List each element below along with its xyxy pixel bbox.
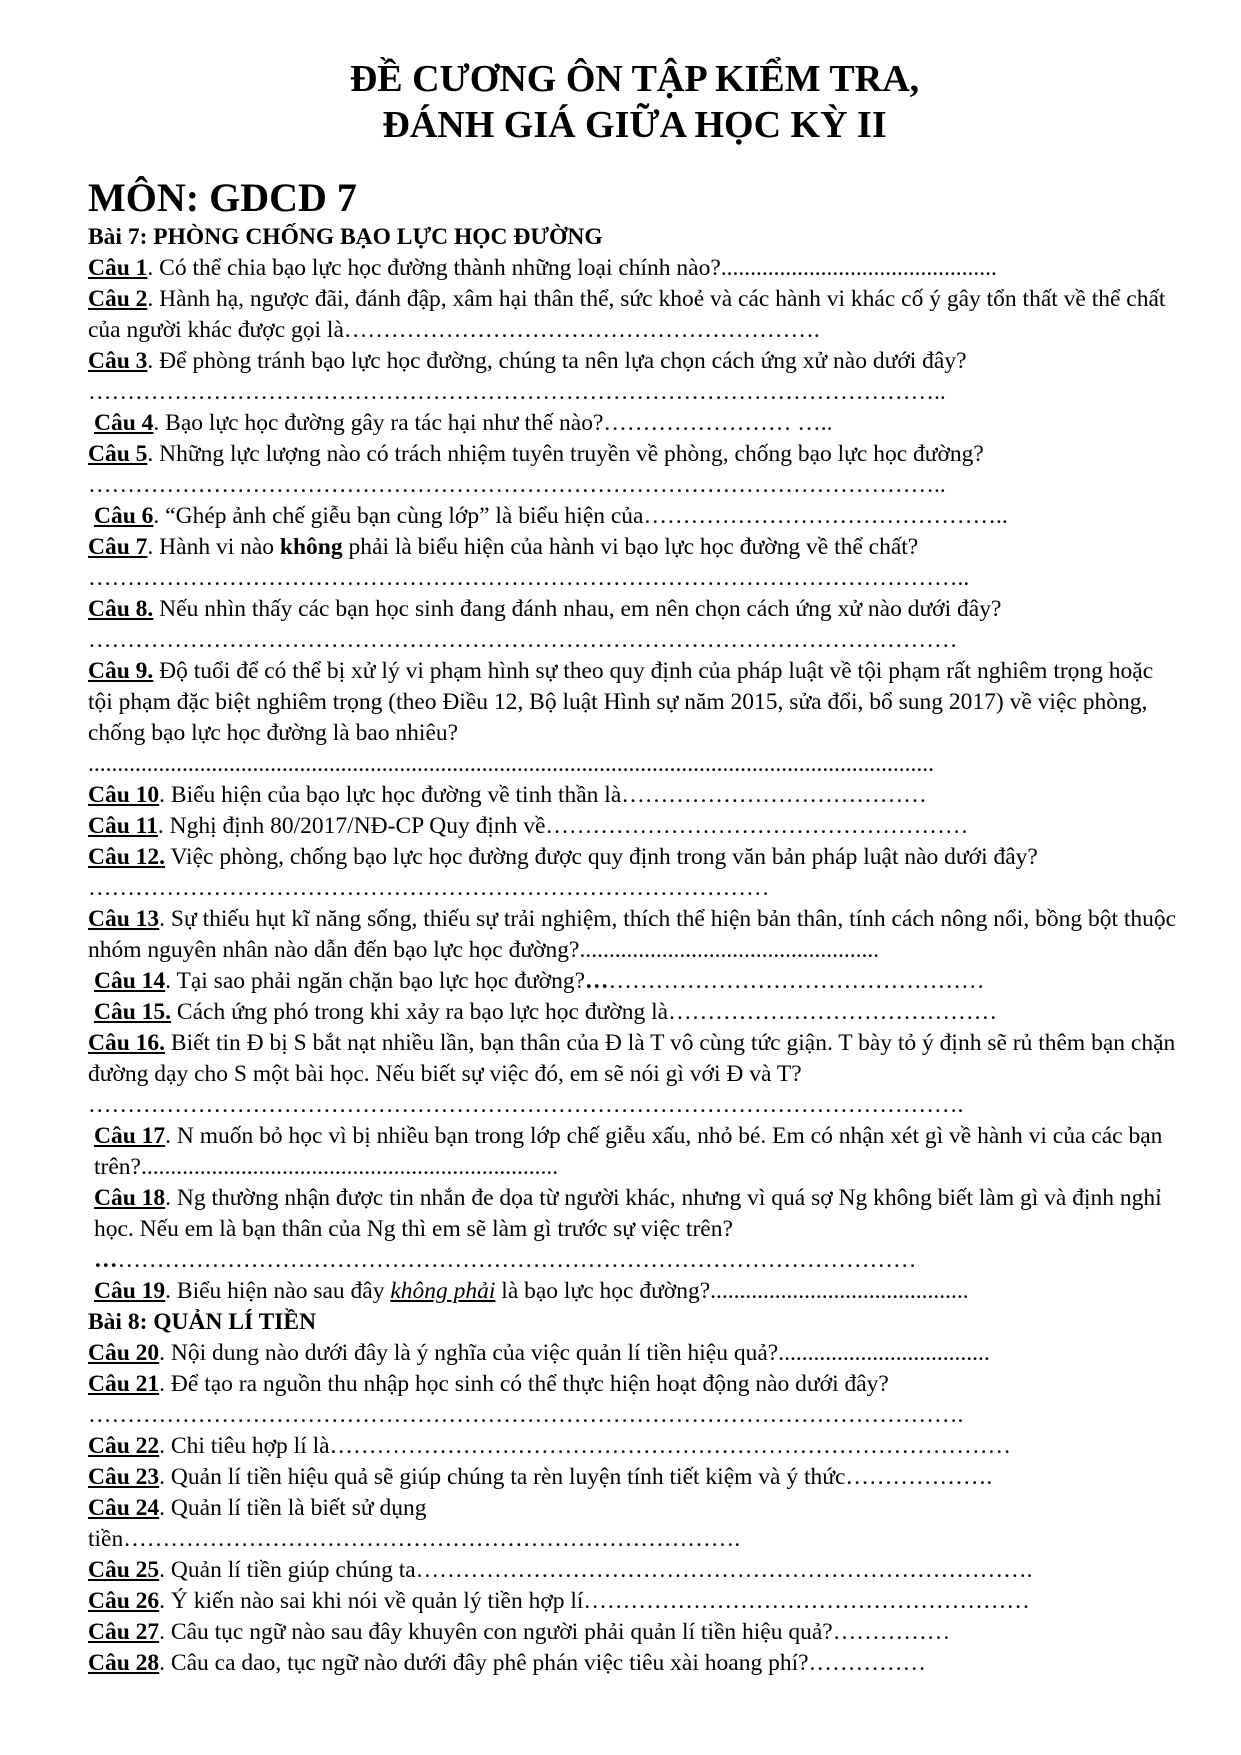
question-label: Câu 4 — [94, 410, 154, 436]
question-14 — [88, 966, 1181, 997]
question-text: . Để tạo ra nguồn thu nhập học sinh có thể thực hiện hoạt động nào dưới đây? — [159, 1371, 889, 1397]
question-text: . Hành hạ, ngược đãi, đánh đập, xâm hại thân thể, sức khoẻ và các hành vi khác cố ý gây tổn thất về thể chất của người khác được gọi là……………………………………………………. — [88, 286, 1166, 343]
question-text: . Để phòng tránh bạo lực học đường, chúng ta nên lựa chọn cách ứng xử nào dưới đây? — [147, 348, 967, 374]
question-label: Câu 10 — [88, 782, 160, 808]
question-2 — [88, 284, 1181, 346]
question-label: Câu 27 — [88, 1619, 160, 1645]
question-22 — [88, 1431, 1181, 1462]
question-label: Câu 14 — [94, 968, 166, 994]
question-13 — [88, 904, 1181, 966]
question-5 — [88, 439, 1181, 470]
question-label: Câu 7 — [88, 534, 148, 560]
question-label: Câu 19 — [94, 1278, 166, 1304]
question-text: . Câu tục ngữ nào sau đây khuyên con người phải quản lí tiền hiệu quả?…………… — [159, 1619, 951, 1645]
question-label: Câu 15. — [94, 999, 172, 1025]
question-18 — [88, 1183, 1181, 1245]
question-11 — [88, 811, 1181, 842]
lesson-7-heading: Bài 7: PHÒNG CHỐNG BẠO LỰC HỌC ĐƯỜNG — [88, 224, 603, 250]
answer-line: …………………………………………………………………………………………………. — [88, 1092, 964, 1118]
question-label: Câu 20 — [88, 1340, 160, 1366]
question-label: Câu 18 — [94, 1185, 166, 1211]
question-label: Câu 16. — [88, 1030, 166, 1056]
question-label: Câu 23 — [88, 1464, 160, 1490]
question-8 — [88, 594, 1181, 625]
question-label: Câu 22 — [88, 1433, 160, 1459]
question-label: Câu 1 — [88, 255, 148, 281]
question-text: . Biểu hiện của bạo lực học đường về tinh thần là………………………………… — [159, 782, 927, 808]
question-25 — [88, 1555, 1181, 1586]
question-label: Câu 21 — [88, 1371, 160, 1397]
question-text: . Hành vi nào — [147, 534, 280, 560]
question-text: . Biểu hiện nào sau đây — [165, 1278, 391, 1304]
question-28 — [88, 1648, 1181, 1679]
emphasis-dots: … — [585, 968, 609, 994]
answer-line: ................................................................................................................................................ — [88, 751, 934, 777]
question-label: Câu 3 — [88, 348, 148, 374]
answer-line: ……………………………………………………………………………………………….. — [88, 472, 946, 498]
question-text: Biết tin Đ bị S bắt nạt nhiều lần, bạn thân của Đ là T vô cùng tức giận. T bày tỏ ý định sẽ rủ thêm bạn chặn đường dạy cho S một bài học. Nếu biết sự việc đó, em sẽ nói gì với Đ và T? — [88, 1030, 1176, 1087]
question-text: Nếu nhìn thấy các bạn học sinh đang đánh nhau, em nên chọn cách ứng xử nào dưới đây? — [153, 596, 1002, 622]
question-9 — [88, 656, 1181, 749]
question-text: . “Ghép ảnh chế giễu bạn cùng lớp” là biểu hiện của……………………………………….. — [153, 503, 1008, 529]
question-label: Câu 8. — [88, 596, 154, 622]
answer-line — [88, 1245, 1181, 1276]
emphasis-phrase: không phải — [390, 1278, 496, 1304]
question-label: Câu 28 — [88, 1650, 160, 1676]
question-27 — [88, 1617, 1181, 1648]
question-label: Câu 17 — [94, 1123, 166, 1149]
answer-dots: ………………………………………………………………………………………… — [117, 1247, 917, 1273]
question-3 — [88, 346, 1181, 377]
lesson-8-heading: Bài 8: QUẢN LÍ TIỀN — [88, 1309, 317, 1335]
question-16 — [88, 1028, 1181, 1090]
title-line-1: ĐỀ CƯƠNG ÔN TẬP KIỂM TRA, — [349, 58, 920, 100]
answer-line: …………………………………………………………………………………………………. — [88, 1402, 964, 1428]
question-label: Câu 12. — [88, 844, 166, 870]
question-17 — [88, 1121, 1181, 1183]
question-23 — [88, 1462, 1181, 1493]
answer-line: ………………………………………………………………………………………………… — [88, 627, 958, 653]
question-text: . Quản lí tiền giúp chúng ta……………………………………………………………………. — [159, 1557, 1033, 1583]
question-text: . Những lực lượng nào có trách nhiệm tuyên truyền về phòng, chống bạo lực học đường? — [147, 441, 984, 467]
question-text: . Quản lí tiền hiệu quả sẽ giúp chúng ta rèn luyện tính tiết kiệm và ý thức………………. — [159, 1464, 993, 1490]
answer-line: ………………………………………………………………………………………………….. — [88, 565, 970, 591]
question-26 — [88, 1586, 1181, 1617]
question-label: Câu 5 — [88, 441, 148, 467]
question-20 — [88, 1338, 1181, 1369]
question-text: . Ng thường nhận được tin nhắn đe dọa từ người khác, nhưng vì quá sợ Ng không biết làm gì và định nghỉ học. Nếu em là bạn thân của Ng thì em sẽ làm gì trước sự việc trên? — [94, 1185, 1162, 1242]
subject-heading: MÔN: GDCD 7 — [88, 175, 357, 220]
question-21 — [88, 1369, 1181, 1400]
question-text-cont: phải là biểu hiện của hành vi bạo lực học đường về thể chất? — [342, 534, 919, 560]
question-text: Việc phòng, chống bạo lực học đường được quy định trong văn bản pháp luật nào dưới đây? …………………………………………………………………………… — [88, 844, 1038, 901]
question-label: Câu 2 — [88, 286, 148, 312]
question-7 — [88, 532, 1181, 563]
question-label: Câu 13 — [88, 906, 160, 932]
answer-line: ……………………………………………………………………………………………….. — [88, 379, 946, 405]
question-text: . Nội dung nào dưới đây là ý nghĩa của việc quản lí tiền hiệu quả?.................................... — [159, 1340, 990, 1366]
question-label: Câu 9. — [88, 658, 154, 684]
question-text: . Có thể chia bạo lực học đường thành những loại chính nào?............................................... — [147, 255, 997, 281]
question-text: . Nghị định 80/2017/NĐ-CP Quy định về……………………………………………… — [157, 813, 969, 839]
question-text-cont: là bạo lực học đường?............................................ — [495, 1278, 969, 1304]
emphasis-word: không — [279, 534, 343, 560]
question-text: Cách ứng phó trong khi xảy ra bạo lực học đường là…………………………………… — [171, 999, 998, 1025]
question-text: . N muốn bỏ học vì bị nhiều bạn trong lớp chế giễu xấu, nhỏ bé. Em có nhận xét gì về hành vi của các bạn trên?....................................................................... — [94, 1123, 1163, 1180]
title-line-2: ĐÁNH GIÁ GIỮA HỌC KỲ II — [382, 104, 887, 146]
question-10 — [88, 780, 1181, 811]
question-text: Độ tuổi để có thể bị xử lý vi phạm hình sự theo quy định của pháp luật về tội phạm rất nghiêm trọng hoặc tội phạm đặc biệt nghiêm trọng (theo Điều 12, Bộ luật Hình sự năm 2015, sửa đổi, bổ sung 2017) về việc phòng, chống bạo lực học đường là bao nhiêu? — [88, 658, 1154, 746]
question-12 — [88, 842, 1181, 904]
question-15 — [88, 997, 1181, 1028]
question-1 — [88, 253, 1181, 284]
question-text: . Sự thiếu hụt kĩ năng sống, thiếu sự trải nghiệm, thích thể hiện bản thân, tính cách nông nổi, bồng bột thuộc nhóm nguyên nhân nào dẫn đến bạo lực học đường?................................................... — [88, 906, 1177, 963]
question-label: Câu 26 — [88, 1588, 160, 1614]
question-19 — [88, 1276, 1181, 1307]
question-text: . Bạo lực học đường gây ra tác hại như thế nào?…………………… ….. — [153, 410, 833, 436]
question-24-cont: tiền……………………………………………………………………. — [88, 1526, 741, 1552]
question-label: Câu 6 — [94, 503, 154, 529]
question-4 — [88, 408, 1181, 439]
question-label: Câu 11 — [88, 813, 158, 839]
question-6 — [88, 501, 1181, 532]
question-label: Câu 25 — [88, 1557, 160, 1583]
question-24 — [88, 1493, 1181, 1524]
question-text-cont: ………………………………………… — [608, 968, 985, 994]
question-text: . Ý kiến nào sai khi nói về quản lý tiền hợp lí………………………………………………… — [159, 1588, 1030, 1614]
question-text: . Quản lí tiền là biết sử dụng — [159, 1495, 427, 1521]
question-label: Câu 24 — [88, 1495, 160, 1521]
question-text: . Tại sao phải ngăn chặn bạo lực học đường? — [165, 968, 586, 994]
question-text: . Câu ca dao, tục ngữ nào dưới đây phê phán việc tiêu xài hoang phí?…………… — [159, 1650, 927, 1676]
emphasis-dots: … — [94, 1247, 118, 1273]
question-text: . Chi tiêu hợp lí là…………………………………………………………………………… — [159, 1433, 1012, 1459]
